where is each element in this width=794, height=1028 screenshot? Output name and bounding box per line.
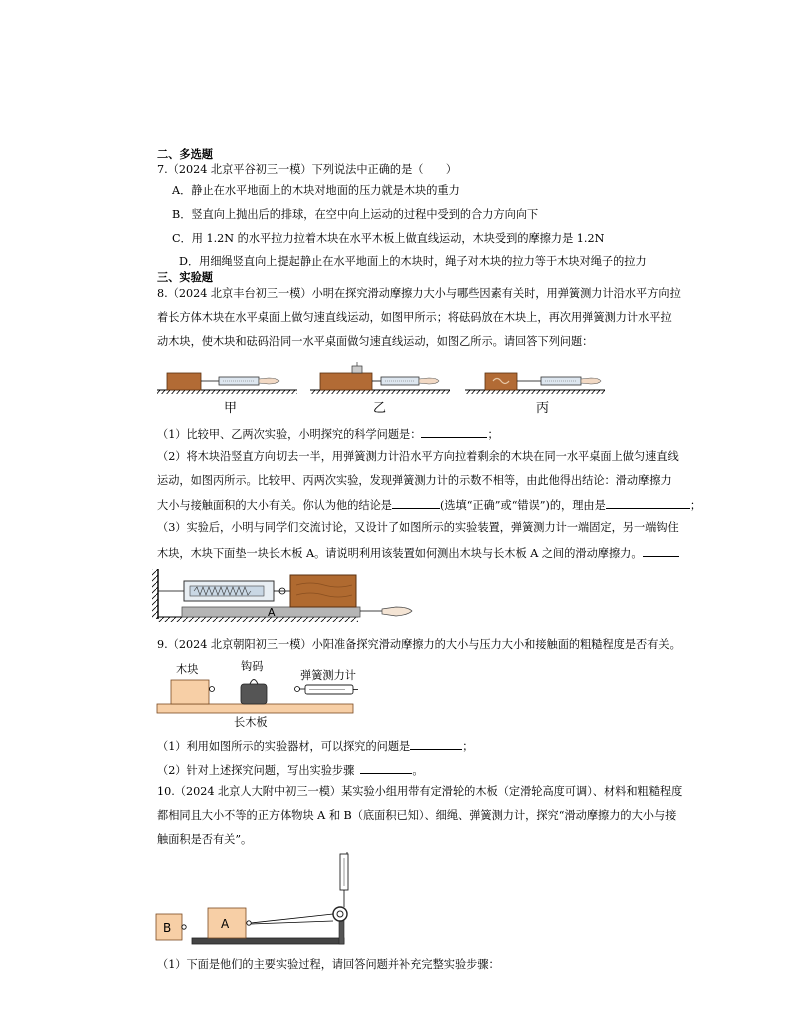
wall — [152, 569, 158, 619]
hand-icon — [259, 378, 279, 384]
q7-option-a: A．静止在水平地面上的木块对地面的压力就是木块的重力 — [172, 184, 460, 197]
q7-option-d: D．用细绳竖直向上提起静止在水平地面上的木块时，绳子对木块的拉力等于木块对绳子的拉力 — [179, 255, 647, 268]
q9-label-weight: 钩码 — [241, 660, 264, 673]
board — [192, 938, 344, 944]
block-a-label: A — [221, 917, 230, 931]
wood-block — [290, 575, 356, 607]
q9-label-block: 木块 — [176, 663, 199, 676]
setup-jia — [157, 373, 297, 394]
q8-stem-line2: 着长方体木块在水平桌面上做匀速直线运动，如图甲所示；将砝码放在木块上，再次用弹簧测力计水平拉 — [157, 311, 672, 324]
board-a-label: A — [268, 606, 276, 619]
wood-block — [320, 373, 372, 390]
q8-figure-fixed-scale — [150, 565, 420, 625]
answer-blank[interactable] — [392, 497, 440, 509]
q10-stem-line2: 都相同且大小不等的正方体物块 A 和 B（底面积已知）、细绳、弹簧测力计，探究“滑动摩擦力的大小与接 — [157, 809, 677, 822]
setup-bing — [465, 373, 605, 394]
fig-label-jia: 甲 — [224, 401, 238, 416]
q8-part2-line3 — [157, 497, 701, 513]
q7-option-c: C．用 1.2N 的水平拉力拉着木块在水平木板上做直线运动，木块受到的摩擦力是 1.2N — [172, 232, 605, 245]
q9-part2-text: （2）针对上述探究问题，写出实验步骤 — [157, 764, 355, 777]
q8-part3-line1: （3）实验后，小明与同学们交流讨论，又设计了如图所示的实验装置，弹簧测力计一端固定，另一端钩住 — [157, 521, 679, 534]
q10-part1: （1）下面是他们的主要实验过程，请回答问题并补充完整实验步骤： — [157, 958, 500, 971]
section-heading-multi: 二、多选题 — [157, 147, 213, 161]
fig-label-yi: 乙 — [373, 401, 387, 416]
q9-part1-end: ； — [462, 740, 474, 753]
answer-blank[interactable] — [421, 426, 487, 438]
answer-blank[interactable] — [360, 762, 412, 774]
q9-part2 — [157, 762, 424, 778]
q8-part2-end: ； — [689, 499, 702, 512]
q10-stem-line1: 10.（2024 北京人大附中初三一模）某实验小组用带有定滑轮的木板（定滑轮高度可调）、材料和粗糙程度 — [157, 785, 683, 798]
weight-icon — [241, 684, 267, 704]
answer-blank[interactable] — [643, 545, 679, 557]
q10-figure — [152, 852, 362, 952]
q8-part1-text: （1）比较甲、乙两次实验，小明探究的科学问题是： — [157, 428, 422, 441]
q8-part3-text: 木块，木块下面垫一块长木板 A。请说明利用该装置如何测出木块与长木板 A 之间的滑动摩擦力。 — [157, 547, 643, 560]
q9-label-meter: 弹簧测力计 — [300, 669, 356, 682]
hand-icon — [382, 607, 412, 616]
setup-yi — [310, 362, 450, 394]
q8-part1 — [157, 426, 499, 442]
q9-stem: 9.（2024 北京朝阳初三一模）小阳准备探究滑动摩擦力的大小与压力大小和接触面的粗糙程度是否有关。 — [157, 638, 681, 651]
q8-part3-line2 — [157, 545, 679, 561]
q9-part1 — [157, 738, 473, 754]
answer-blank[interactable] — [606, 497, 690, 509]
q8-stem-line1: 8.（2024 北京丰台初三一模）小明在探究滑动摩擦力大小与哪些因素有关时，用弹簧测力计沿水平方向拉 — [157, 287, 681, 300]
q7-stem: 7.（2024 北京平谷初三一模）下列说法中正确的是（ ） — [157, 163, 458, 176]
q8-part2-text2: (选填“正确”或“错误”)的，理由是 — [439, 499, 606, 512]
weight-icon — [352, 366, 362, 373]
fig-label-bing: 丙 — [536, 401, 550, 416]
q9-part2-end: 。 — [412, 764, 424, 777]
answer-blank[interactable] — [410, 738, 462, 750]
q8-part1-end: ； — [487, 428, 499, 441]
q9-label-board: 长木板 — [234, 716, 268, 729]
q8-stem-line3: 动木块，使木块和砝码沿同一水平桌面做匀速直线运动，如图乙所示。请回答下列问题： — [157, 335, 594, 348]
q7-option-b: B．竖直向上抛出后的排球，在空中向上运动的过程中受到的合力方向向下 — [172, 208, 539, 221]
section-heading-exp: 三、实验题 — [157, 270, 213, 284]
block-b-label: B — [163, 921, 172, 935]
q8-part2-line2: 运动，如图丙所示。比较甲、丙两次实验，发现弹簧测力计的示数不相等，由此他得出结论：滑动摩擦力 — [157, 474, 672, 487]
hand-icon — [581, 378, 601, 384]
q10-stem-line3: 触面积是否有关”。 — [157, 833, 253, 846]
q8-part2-line1: （2）将木块沿竖直方向切去一半，用弹簧测力计沿水平方向拉着剩余的木块在同一水平桌面上做匀速直线 — [157, 450, 679, 463]
q9-part1-text: （1）利用如图所示的实验器材，可以探究的问题是 — [157, 740, 411, 753]
hand-icon — [419, 378, 439, 384]
q8-part2-text: 大小与接触面积的大小有关。你认为他的结论是 — [157, 499, 392, 512]
long-board — [157, 704, 353, 713]
wood-block — [171, 680, 209, 704]
wood-block — [167, 373, 201, 390]
